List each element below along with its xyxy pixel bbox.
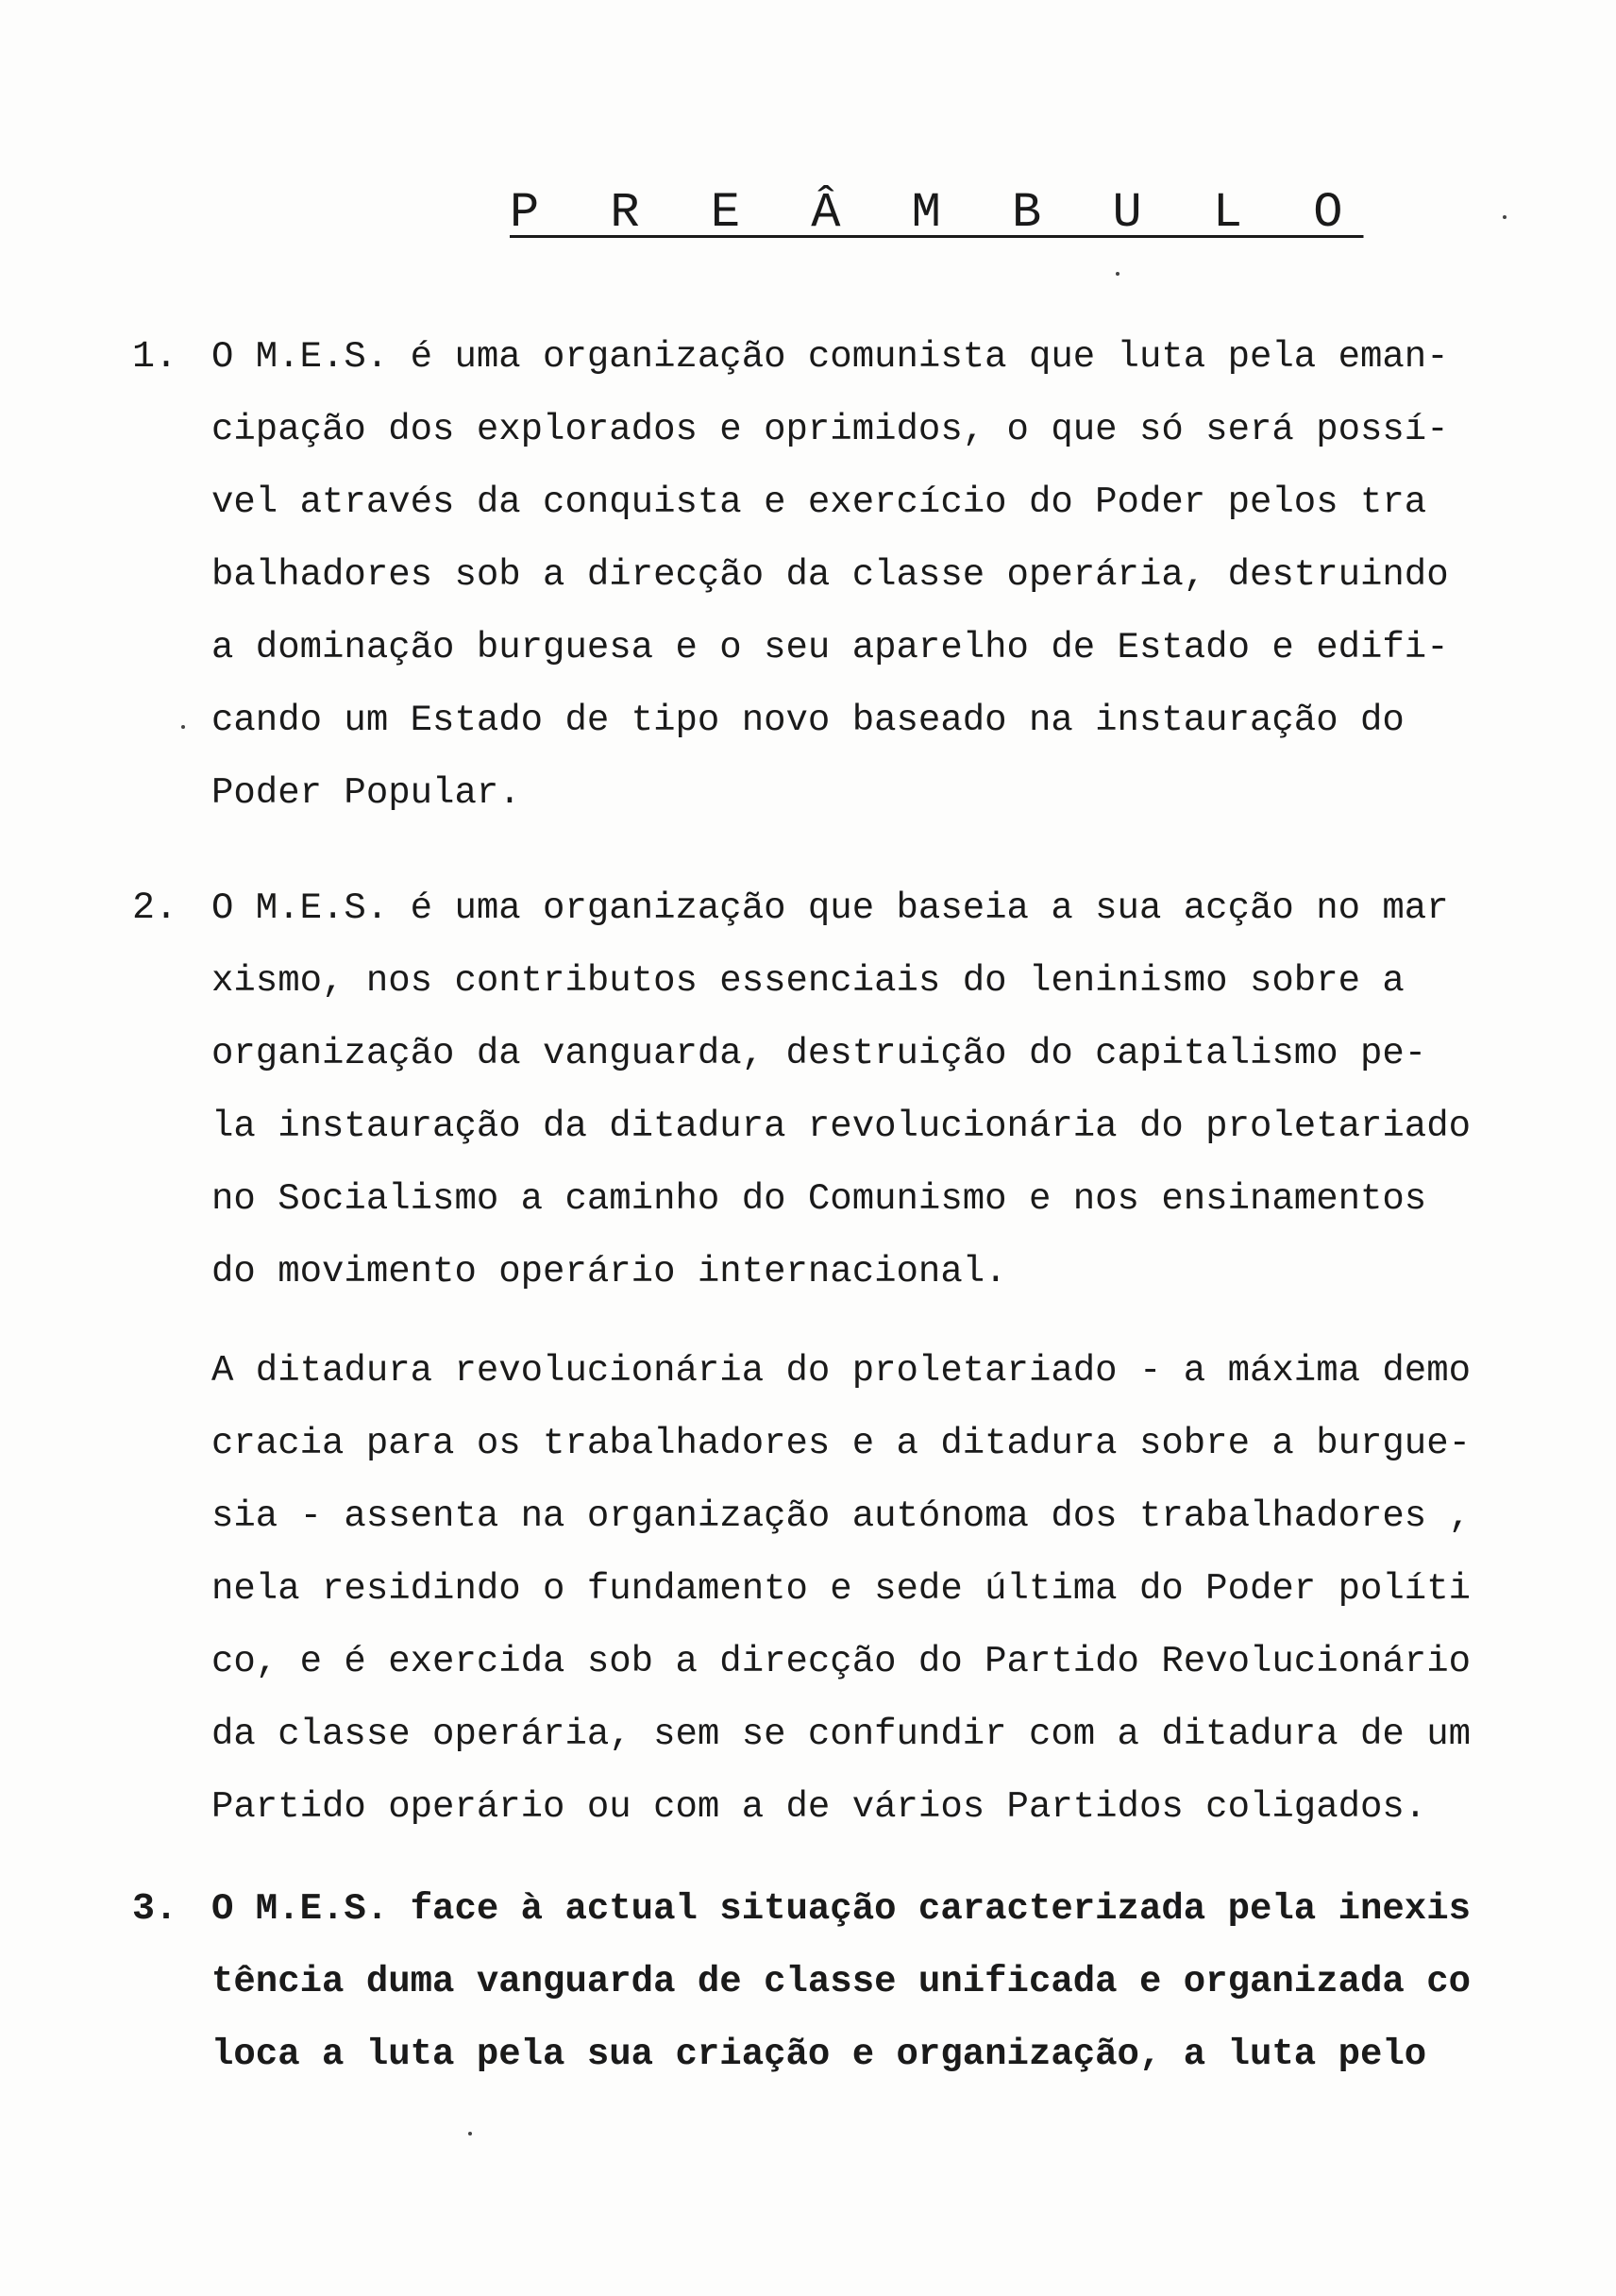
- scan-speck: [468, 2132, 472, 2136]
- paragraph-line: Poder Popular.: [211, 772, 521, 814]
- paragraph-line: a dominação burguesa e o seu aparelho de Estado e edifi-: [211, 627, 1449, 668]
- paragraph-line: loca a luta pela sua criação e organização, a luta pelo: [211, 2034, 1427, 2075]
- paragraph-line: O M.E.S. é uma organização que baseia a sua acção no mar: [211, 887, 1449, 929]
- scan-speck: [181, 725, 185, 729]
- paragraph-number: 2.: [132, 887, 178, 930]
- scan-speck: [1116, 272, 1119, 276]
- paragraph-line: O M.E.S. é uma organização comunista que luta pela eman-: [211, 336, 1449, 378]
- paragraph-line: organização da vanguarda, destruição do capitalismo pe-: [211, 1033, 1427, 1074]
- paragraph-line: da classe operária, sem se confundir com a ditadura de um: [211, 1714, 1472, 1755]
- paragraph-line: A ditadura revolucionária do proletariado - a máxima demo: [211, 1350, 1472, 1392]
- paragraph-line: do movimento operário internacional.: [211, 1251, 1007, 1292]
- paragraph-line: vel através da conquista e exercício do Poder pelos tra: [211, 481, 1427, 523]
- paragraph-line: la instauração da ditadura revolucionária do proletariado: [211, 1106, 1472, 1147]
- paragraph-number: 3.: [132, 1888, 178, 1931]
- paragraph-line: nela residindo o fundamento e sede última do Poder políti: [211, 1568, 1472, 1610]
- paragraph-line: O M.E.S. face à actual situação caracterizada pela inexis: [211, 1888, 1472, 1930]
- paragraph-line: no Socialismo a caminho do Comunismo e nos ensinamentos: [211, 1178, 1427, 1220]
- paragraph-line: cando um Estado de tipo novo baseado na instauração do: [211, 700, 1405, 741]
- document-title: P R E Â M B U L O: [510, 185, 1364, 241]
- paragraph-line: cipação dos explorados e oprimidos, o que só será possí-: [211, 409, 1449, 450]
- paragraph-line: Partido operário ou com a de vários Partidos coligados.: [211, 1786, 1427, 1828]
- paragraph-line: balhadores sob a direcção da classe operária, destruindo: [211, 554, 1449, 596]
- paragraph-number: 1.: [132, 336, 178, 379]
- paragraph-line: cracia para os trabalhadores e a ditadura sobre a burgue-: [211, 1423, 1472, 1464]
- paragraph-line: tência duma vanguarda de classe unificada e organizada co: [211, 1961, 1472, 2002]
- scan-speck: [1503, 215, 1507, 219]
- paragraph-line: co, e é exercida sob a direcção do Partido Revolucionário: [211, 1641, 1472, 1682]
- paragraph-line: sia - assenta na organização autónoma dos trabalhadores ,: [211, 1495, 1472, 1537]
- paragraph-line: xismo, nos contributos essenciais do leninismo sobre a: [211, 960, 1405, 1002]
